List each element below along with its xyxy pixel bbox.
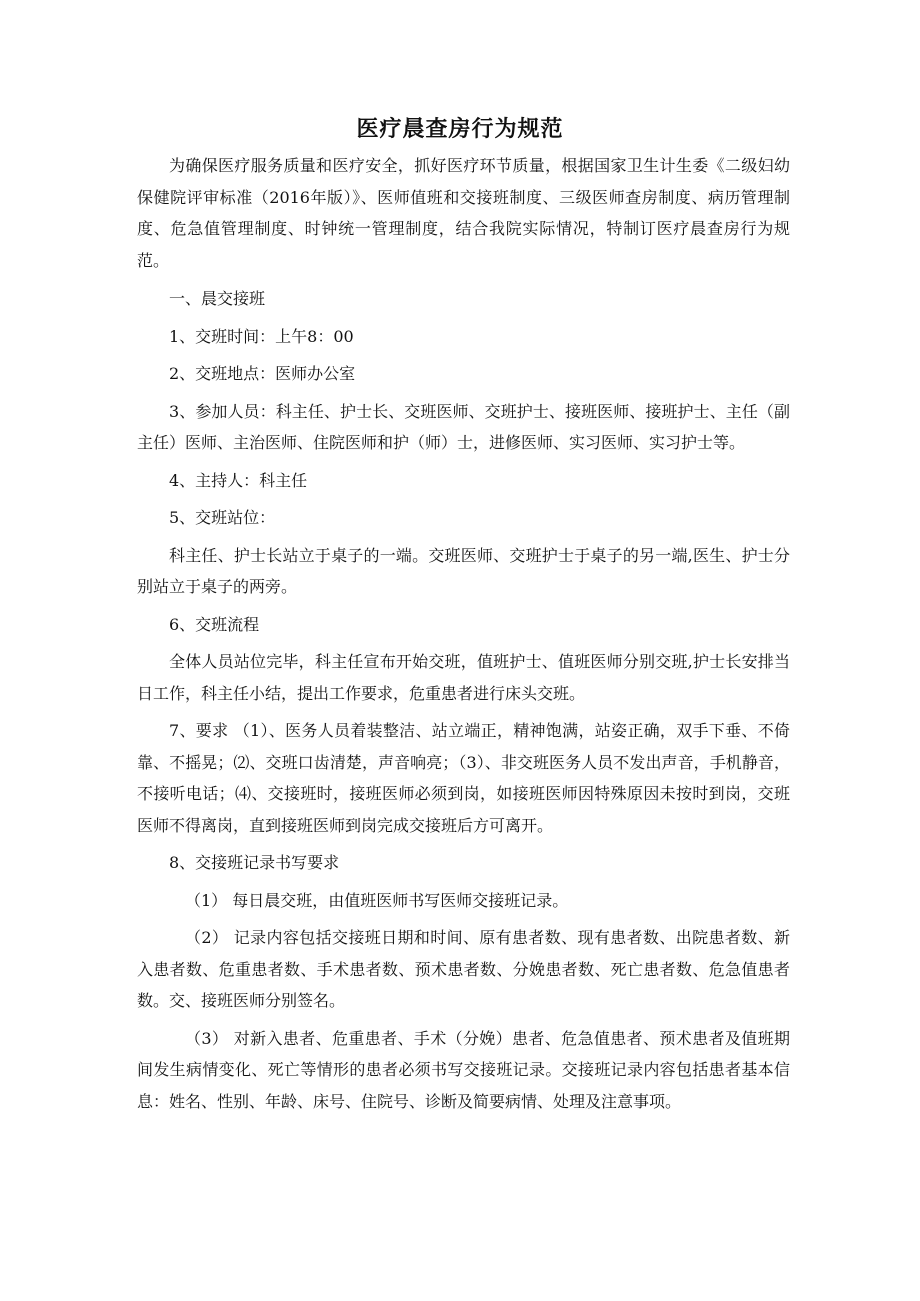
intro-paragraph: 为确保医疗服务质量和医疗安全，抓好医疗环节质量，根据国家卫生计生委《二级妇幼保健院评审标准（2016年版）》、医师值班和交接班制度、三级医师查房制度、病历管理制度、危急值管理制度、时钟统一管理制度，结合我院实际情况，特制订医疗晨查房行为规范。 bbox=[137, 156, 790, 270]
item-handover-time: 1、交班时间：上午8：00 bbox=[169, 326, 354, 346]
item-handover-process-detail: 全体人员站位完毕，科主任宣布开始交班，值班护士、值班医师分别交班,护士长安排当日工作，科主任小结，提出工作要求，危重患者进行床头交班。 bbox=[137, 652, 790, 703]
item-requirements: 7、要求 （1）、医务人员着装整洁、站立端正，精神饱满，站姿正确，双手下垂、不倚靠、不摇晃；⑵、交班口齿清楚，声音响亮；（3）、非交班医务人员不发出声音，手机静音，不接听电话；⑷、交接班时，接班医师必须到岗，如接班医师因特殊原因未按时到岗，交班医师不得离岗，直到接班医师到岗完成交接班后方可离开。 bbox=[137, 721, 790, 835]
item-record-requirement-2: （2） 记录内容包括交接班日期和时间、原有患者数、现有患者数、出院患者数、新入患者数、危重患者数、手术患者数、预术患者数、分娩患者数、死亡患者数、危急值患者数。交、接班医师分别签名。 bbox=[137, 928, 790, 1010]
item-host: 4、主持人：科主任 bbox=[169, 470, 308, 490]
item-handover-process: 6、交班流程 bbox=[169, 614, 260, 634]
document-body bbox=[137, 150, 790, 1117]
section-heading-handover: 一、晨交接班 bbox=[169, 289, 266, 308]
item-record-requirements: 8、交接班记录书写要求 bbox=[169, 853, 340, 872]
item-record-requirement-3: （3） 对新入患者、危重患者、手术（分娩）患者、危急值患者、预术患者及值班期间发生病情变化、死亡等情形的患者必须书写交接班记录。交接班记录内容包括患者基本信息：姓名、性别、年龄、床号、住院号、诊断及简要病情、处理及注意事项。 bbox=[137, 1028, 790, 1111]
item-record-requirement-1: （1） 每日晨交班，由值班医师书写医师交接班记录。 bbox=[185, 890, 569, 910]
item-handover-location: 2、交班地点：医师办公室 bbox=[169, 364, 356, 383]
item-standing-position-detail: 科主任、护士长站立于桌子的一端。交班医师、交班护士于桌子的另一端,医生、护士分别站立于桌子的两旁。 bbox=[137, 545, 790, 596]
document-title: 医疗晨查房行为规范 bbox=[356, 117, 564, 142]
item-standing-position: 5、交班站位： bbox=[169, 508, 276, 527]
item-participants: 3、参加人员：科主任、护士长、交班医师、交班护士、接班医师、接班护士、主任（副主任）医师、主治医师、住院医师和护（师）士，进修医师、实习医师、实习护士等。 bbox=[137, 401, 790, 452]
